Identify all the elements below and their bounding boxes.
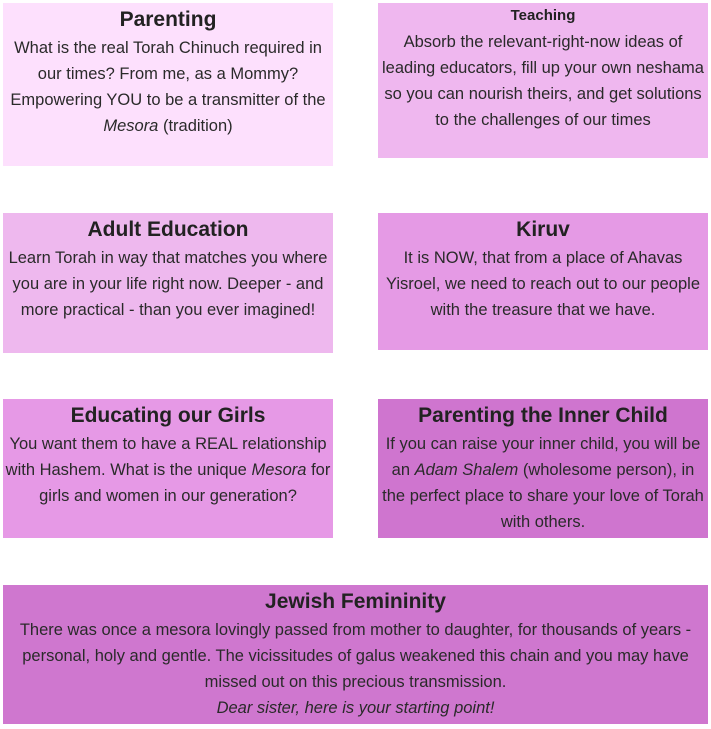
emphasis-text: Mesora — [251, 461, 307, 479]
card-title: Adult Education — [87, 218, 249, 241]
card-adult-education[interactable] — [3, 213, 333, 353]
description-text: If you can raise your inner child, you will be an — [385, 435, 701, 479]
card-description — [5, 35, 331, 139]
card-description — [380, 431, 706, 535]
description-text: You want them to have a REAL relationship with Hashem. What is the unique — [5, 435, 327, 479]
card-title: Parenting — [119, 8, 217, 31]
emphasis-text: Adam Shalem — [414, 461, 519, 479]
description-text: for girls and women in our generation? — [39, 461, 331, 505]
card-parenting[interactable] — [3, 3, 333, 166]
description-text: (wholesome person), in the perfect place to share your love of Torah with others. — [382, 461, 704, 531]
card-kiruv[interactable] — [378, 213, 708, 350]
card-tagline: Dear sister, here is your starting point! — [216, 699, 495, 717]
card-description: It is NOW, that from a place of Ahavas Yisroel, we need to reach out to our people with the treasure that we have. — [385, 249, 700, 319]
description-text: What is the real Torah Chinuch required in our times? From me, as a Mommy? Empowering YOU to be a transmitter of the — [10, 39, 326, 109]
card-inner-child[interactable] — [378, 399, 708, 538]
card-description: Absorb the relevant-right-now ideas of leading educators, fill up your own neshama so you can nourish theirs, and get solutions to the challenges of our times — [382, 33, 704, 129]
card-title: Parenting the Inner Child — [418, 404, 668, 427]
card-educating-girls[interactable] — [3, 399, 333, 538]
card-description: There was once a mesora lovingly passed from mother to daughter, for thousands of years - personal, holy and gentle. The vicissitudes of galus weakened this chain and you may have missed out on this precious transmission. — [19, 621, 692, 691]
card-title: Educating our Girls — [70, 404, 266, 427]
card-title: Teaching — [510, 7, 576, 24]
card-title: Jewish Femininity — [265, 590, 446, 613]
card-jewish-femininity[interactable] — [3, 585, 708, 724]
description-text: (tradition) — [158, 117, 233, 135]
card-description — [5, 431, 331, 509]
card-title: Kiruv — [516, 218, 570, 241]
card-description: Learn Torah in way that matches you where you are in your life right now. Deeper - and more practical - than you ever imagined! — [8, 249, 328, 319]
card-teaching[interactable] — [378, 3, 708, 158]
emphasis-text: Mesora — [103, 117, 159, 135]
